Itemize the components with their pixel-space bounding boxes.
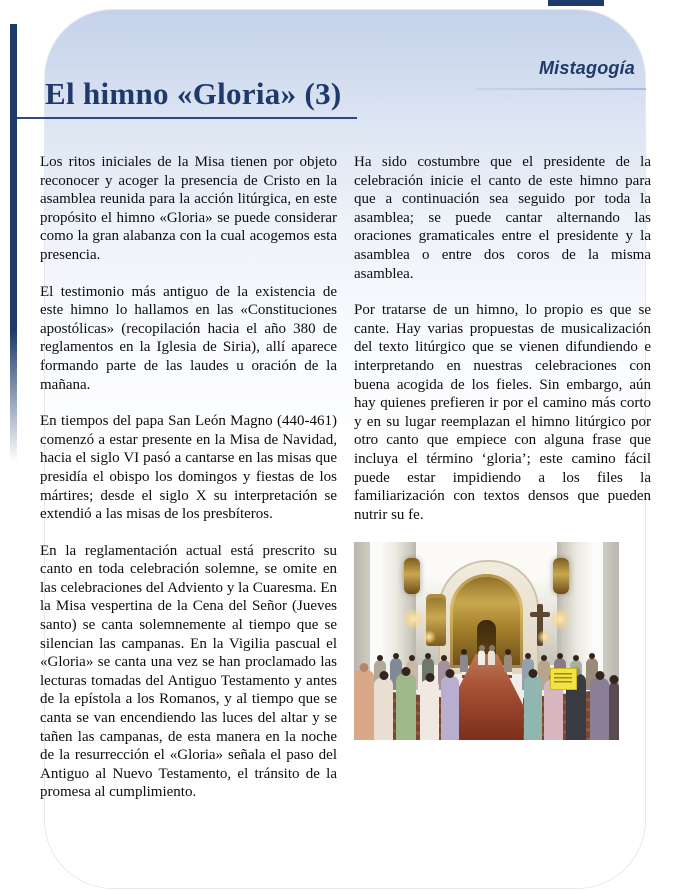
- person-figure: [374, 678, 393, 740]
- left-accent-bar: [10, 24, 17, 462]
- section-badge-rule: [476, 88, 646, 90]
- person-figure: [524, 676, 542, 740]
- paragraph-right-2: Por tratarse de un himno, lo propio es que se cante. Hay varias propuestas de musicalización del texto litúrgico que se vienen difundiendo e interpretando en nuestras celebraciones con buena acogida de los fieles. Sin embargo, aún hay quienes prefieren ir por el camino más corto y en su lugar reemplazan el himno litúrgico por otro canto que empiece con alguna frase que incluya el término ‘gloria’; este camino fácil puede estar impidiendo a los files la familiarización con textos densos que pueden nutrir su fe.: [354, 302, 651, 523]
- paragraph-left-2: El testimonio más antiguo de la existencia de este himno lo hallamos en las «Constituciones apostólicas» (recopilación hacia el año 380 de reglamentos en la Iglesia de Siria), allí aparece formando parte de las laudes u oración de la mañana.: [40, 283, 337, 393]
- column-left: [40, 153, 337, 820]
- paragraph-left-4: En la reglamentación actual está prescrito su canto en toda celebración solemne, se omite en las celebraciones del Adviento y la Cuaresma. En la Misa vespertina de la Cena del Señor (Jueves santo) se canta solemnemente al tiempo que se silencian las campanas. En la Vigilia pascual el «Gloria» se canta una vez se han proclamado las lecturas tomadas del Antiguo Testamento y antes de la epístola a los Romanos, y al tiempo que se canta se van encendiendo las luces del altar y se tañen las campanas, de esta manera en la noche de la resurrección el «Gloria» señala el paso del Antiguo al Nuevo Testamento, el tránsito de la promesa al cumplimiento.: [40, 542, 337, 801]
- gilded-statue-left: [404, 558, 420, 594]
- person-figure: [420, 680, 439, 740]
- person-figure: [460, 654, 468, 672]
- person-figure: [504, 654, 512, 672]
- paragraph-left-3: En tiempos del papa San León Magno (440-461) comenzó a estar presente en la Misa de Navidad, hacia el siglo VI pasó a cantarse en las misas que presidía el obispo los domingos y fiestas de los mártires; desde el siglo X su interpretación se extendió a las misas de los presbíteros.: [40, 413, 337, 523]
- person-figure: [609, 682, 619, 740]
- paragraph-right-1: Ha sido costumbre que el presidente de la celebración inicie el canto de este himno para que a continuación sea seguido por toda la asamblea; se puede cantar alternando las oraciones gramaticales entre el presidente y la asamblea o entre dos coros de la misma asamblea.: [354, 154, 651, 282]
- person-figure: [441, 676, 459, 740]
- section-badge: Mistagogía: [538, 58, 635, 78]
- column-right: [354, 153, 651, 740]
- paragraph-left-1: Los ritos iniciales de la Misa tienen por objeto reconocer y acoger la presencia de Cristo en la asamblea reunida para la acción litúrgica, en este propósito el himno «Gloria» se puede considerar como la gran alabanza con la cual acogemos esta presencia.: [40, 154, 337, 263]
- church-interior-photo: [354, 542, 619, 740]
- top-accent-bar: [548, 0, 604, 6]
- yellow-notice-sign: [550, 668, 577, 690]
- person-figure: [488, 650, 495, 665]
- person-figure-raised-arm: [354, 670, 374, 740]
- person-figure: [478, 650, 485, 665]
- page-title: El himno «Gloria» (3): [45, 76, 342, 111]
- person-figure: [396, 674, 416, 740]
- gilded-statue-right: [553, 558, 569, 594]
- title-rule: [17, 117, 357, 119]
- person-figure: [590, 678, 609, 740]
